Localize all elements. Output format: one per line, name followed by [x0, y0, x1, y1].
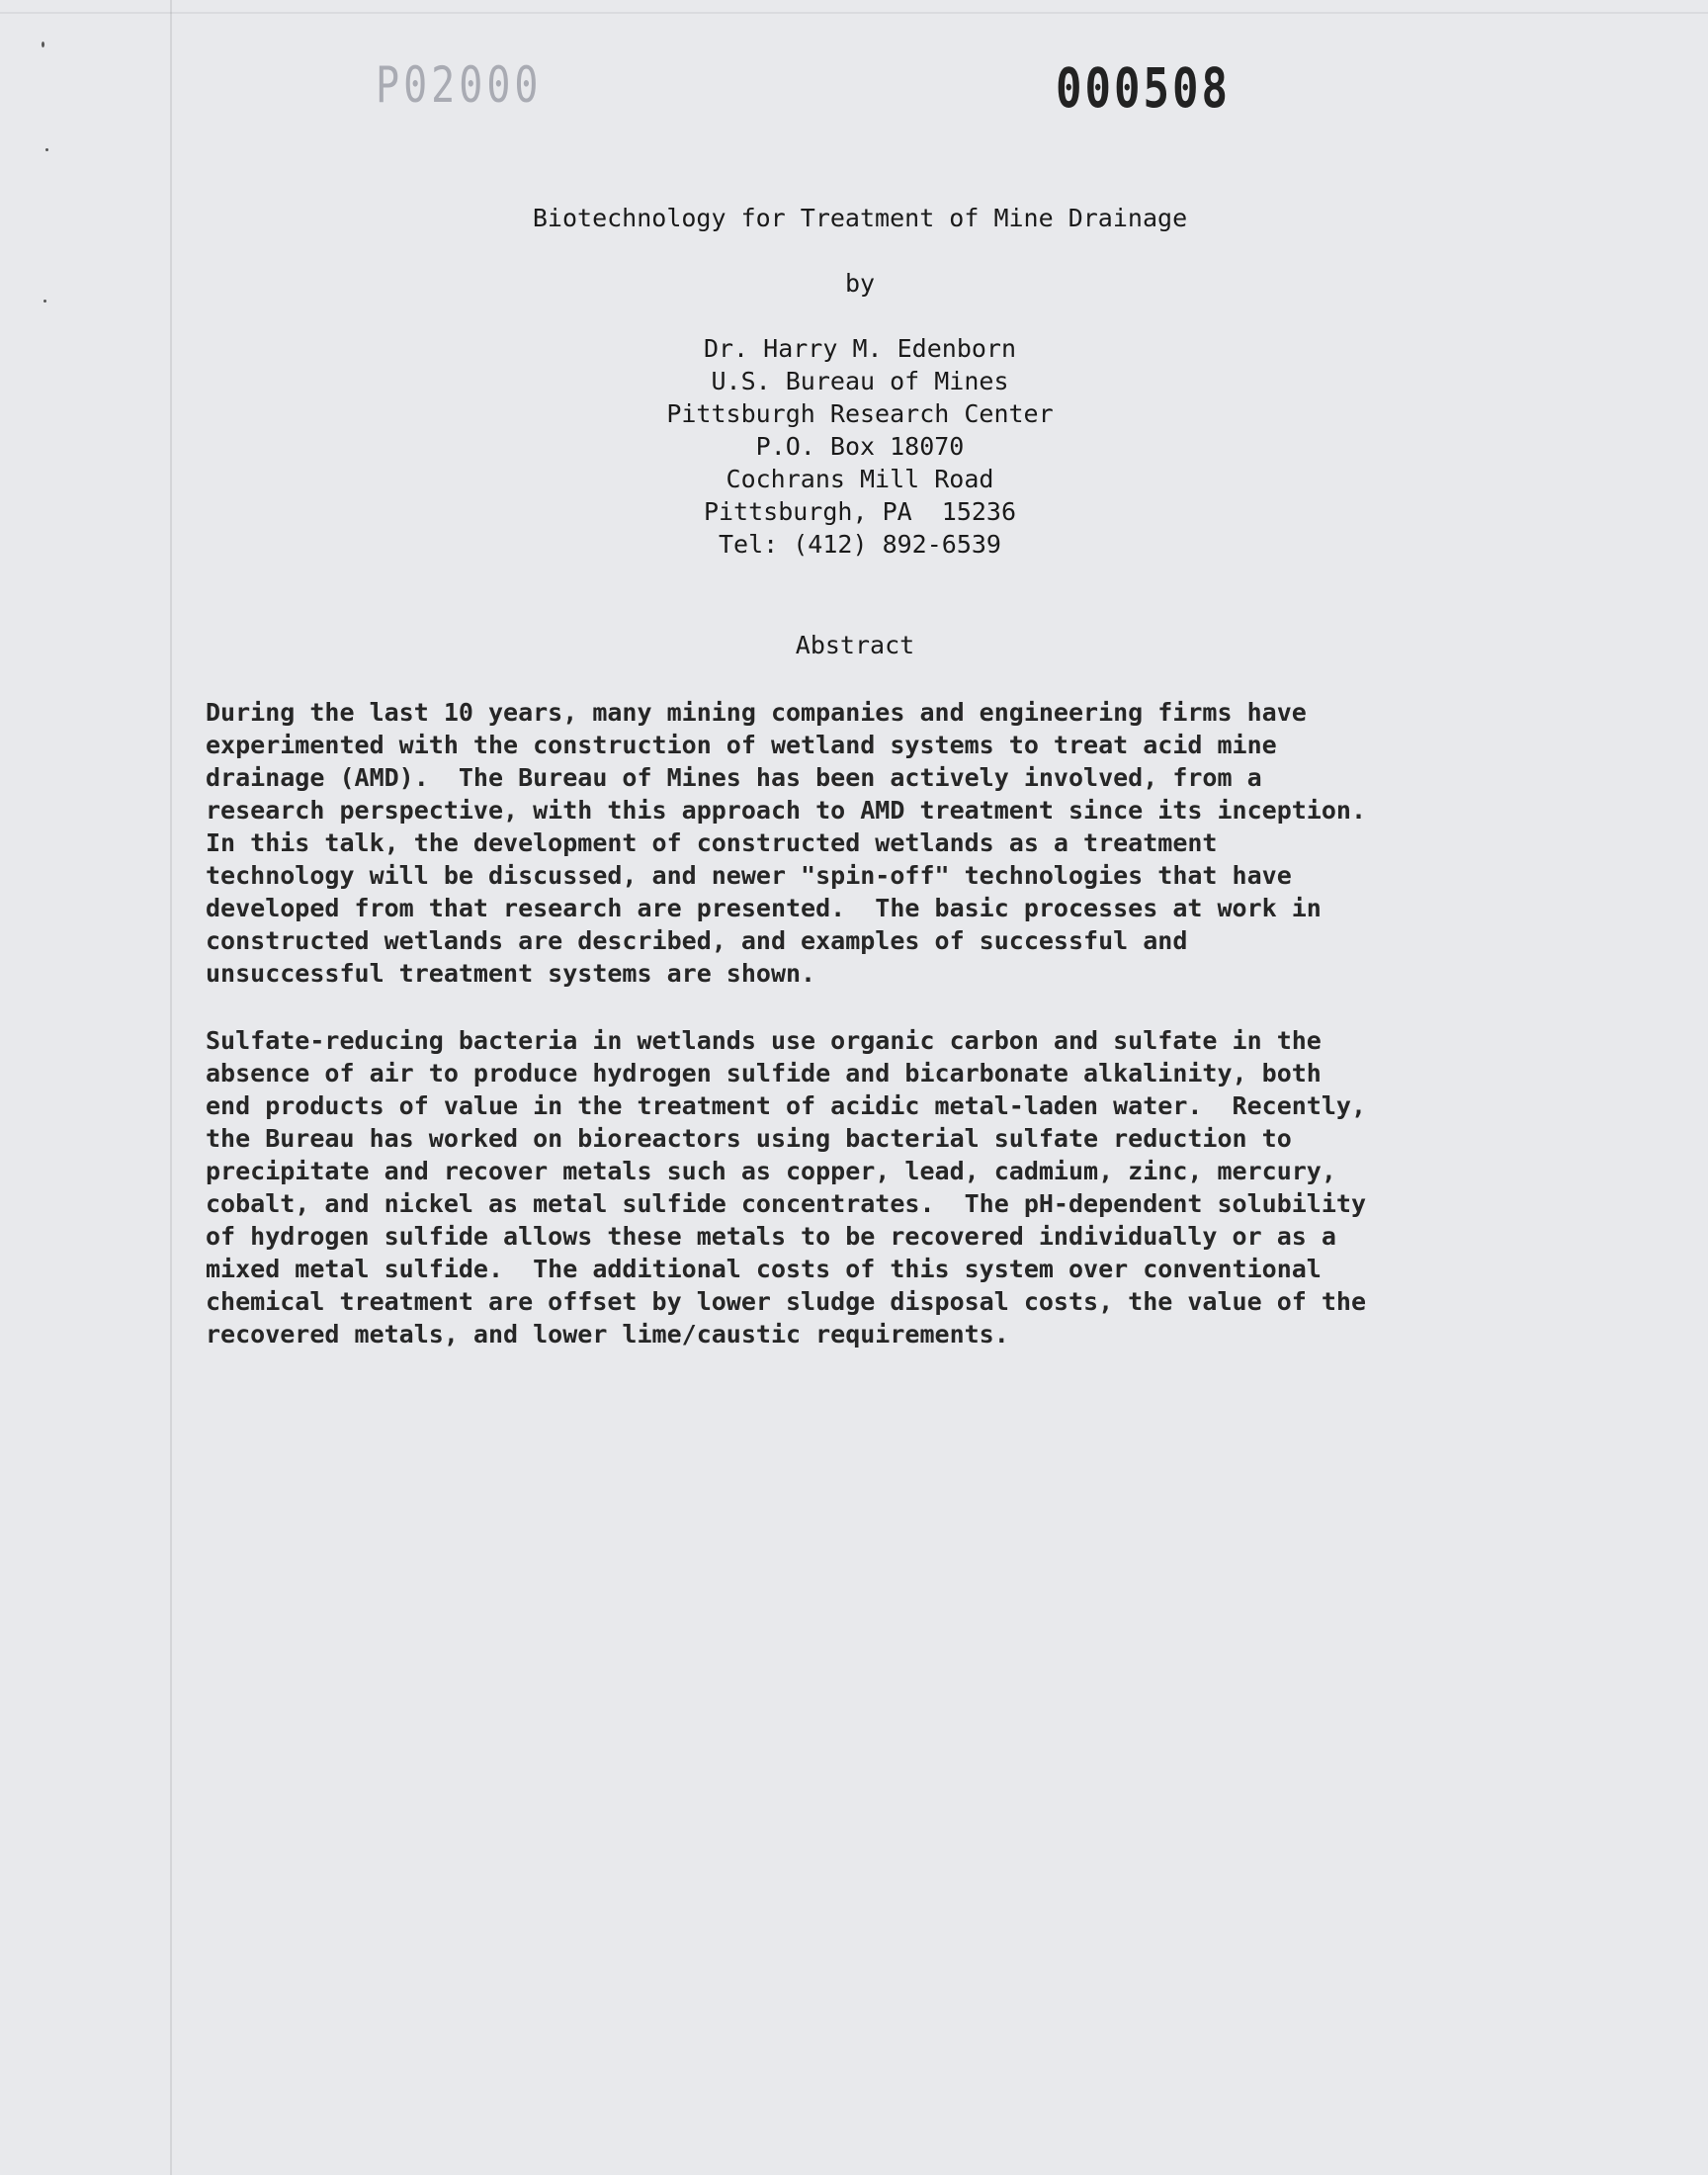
text-line: In this talk, the development of constructed wetlands as a treatment — [206, 828, 1218, 857]
telephone-line: Tel: (412) 892-6539 — [719, 530, 1001, 559]
author-address-block — [0, 332, 1708, 561]
text-line: chemical treatment are offset by lower sludge disposal costs, the value of the — [206, 1287, 1366, 1316]
page-edge-top — [0, 12, 1708, 14]
address-line: P.O. Box 18070 — [755, 432, 965, 461]
faded-stamp-number: P02000 — [376, 57, 543, 115]
abstract-heading: Abstract — [795, 631, 915, 659]
abstract-paragraph-2 — [206, 1024, 1550, 1350]
address-line: Pittsburgh, PA 15236 — [703, 497, 1017, 526]
text-line: experimented with the construction of wetland systems to treat acid mine — [206, 731, 1277, 759]
document-stamp-number: 000508 — [1056, 57, 1231, 121]
scan-speck — [45, 148, 48, 151]
text-line: end products of value in the treatment of acidic metal-laden water. Recently, — [206, 1091, 1366, 1120]
text-line: research perspective, with this approach to AMD treatment since its inception. — [206, 796, 1366, 825]
text-line: developed from that research are presented. The basic processes at work in — [206, 894, 1322, 922]
text-line: absence of air to produce hydrogen sulfide and bicarbonate alkalinity, both — [206, 1059, 1322, 1088]
text-line: mixed metal sulfide. The additional costs of this system over conventional — [206, 1255, 1322, 1283]
address-line: U.S. Bureau of Mines — [711, 367, 1009, 395]
text-line: During the last 10 years, many mining companies and engineering firms have — [206, 698, 1307, 727]
author-name: Dr. Harry M. Edenborn — [703, 334, 1017, 363]
text-line: constructed wetlands are described, and examples of successful and — [206, 926, 1188, 955]
text-line: precipitate and recover metals such as copper, lead, cadmium, zinc, mercury, — [206, 1157, 1336, 1185]
address-line: Pittsburgh Research Center — [666, 399, 1054, 428]
address-line: Cochrans Mill Road — [726, 465, 994, 493]
text-line: Sulfate-reducing bacteria in wetlands use organic carbon and sulfate in the — [206, 1026, 1322, 1055]
text-line: of hydrogen sulfide allows these metals to be recovered individually or as a — [206, 1222, 1336, 1251]
text-line: cobalt, and nickel as metal sulfide concentrates. The pH-dependent solubility — [206, 1189, 1366, 1218]
scan-speck — [42, 42, 44, 47]
text-line: the Bureau has worked on bioreactors using bacterial sulfate reduction to — [206, 1124, 1292, 1153]
text-line: recovered metals, and lower lime/caustic requirements. — [206, 1320, 1009, 1348]
scan-speck — [43, 300, 46, 303]
text-line: drainage (AMD). The Bureau of Mines has been actively involved, from a — [206, 763, 1262, 792]
page-edge-left — [170, 0, 172, 2175]
document-title: Biotechnology for Treatment of Mine Drainage — [532, 204, 1188, 232]
abstract-paragraph-1 — [206, 696, 1550, 990]
byline: by — [844, 269, 876, 298]
text-line: unsuccessful treatment systems are shown. — [206, 959, 816, 988]
text-line: technology will be discussed, and newer "spin-off" technologies that have — [206, 861, 1292, 890]
